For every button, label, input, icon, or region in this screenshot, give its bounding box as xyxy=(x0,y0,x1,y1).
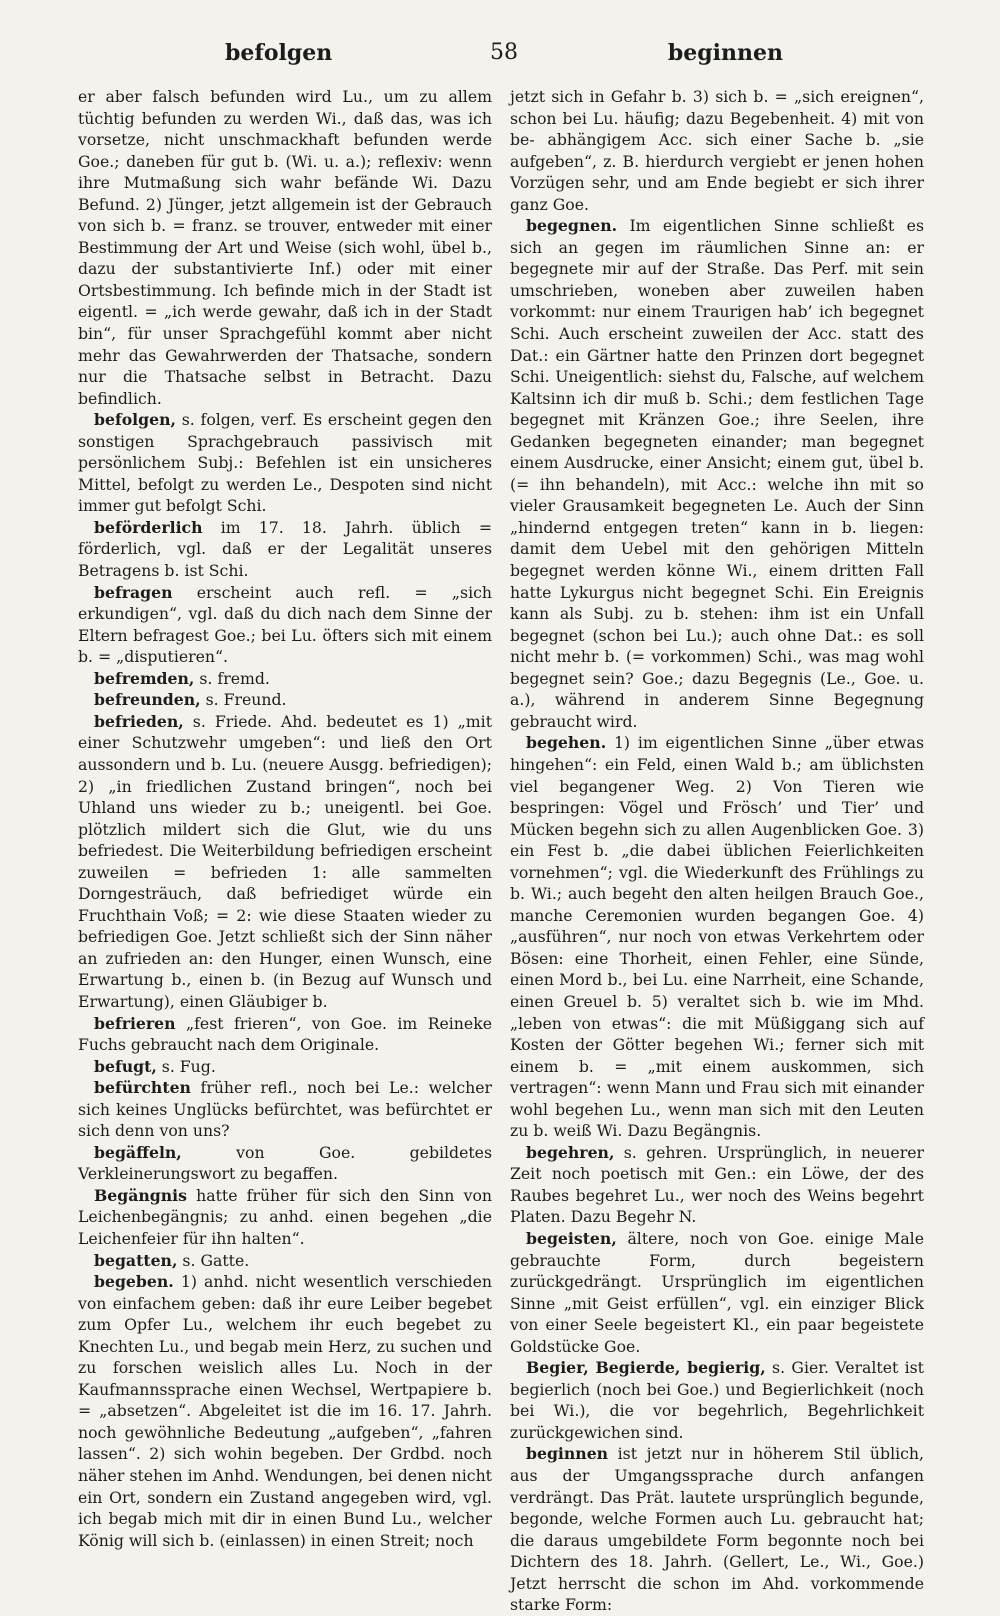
entry-text: s. gehren. Ursprünglich, in neuerer Zeit noch poetisch mit Gen.: ein Löwe, der des Raubes begehret Lu., wer noch des Weins begehrt Platen. Dazu Begehr N. xyxy=(510,1142,924,1227)
entry-text: jetzt sich in Gefahr b. 3) sich b. = „sich ereignen“, schon bei Lu. häufig; dazu Begebenheit. 4) mit von be- abhängigem Acc. sich einer Sache b. „sie aufgeben“, z. B. hierdurch vergiebt er jenen hohen Vorzügen sehr, und am Ende begiebt er sich ihrer ganz Goe. xyxy=(510,87,924,214)
entry-text: „fest frieren“, von Goe. im Reineke Fuchs gebraucht nach dem Originale. xyxy=(78,1013,492,1055)
right-column xyxy=(510,86,924,1616)
entry-headword: begehren, xyxy=(526,1142,615,1162)
dictionary-entry xyxy=(78,1185,492,1250)
entry-headword: befolgen, xyxy=(94,410,176,430)
page-number: 58 xyxy=(490,40,518,65)
entry-headword: Begängnis xyxy=(94,1185,187,1205)
entry-text: von Goe. gebildetes Verkleinerungswort zu begaffen. xyxy=(78,1142,492,1184)
entry-text: s. Fug. xyxy=(156,1056,216,1076)
dictionary-entry xyxy=(78,517,492,582)
entry-headword: befremden, xyxy=(94,668,195,688)
entry-text: ältere, noch von Goe. einige Male gebrauchte Form, durch begeistern zurückgedrängt. Ursprünglich im eigentlichen Sinne „mit Geist erfüllen“, vgl. ein einziger Blick von einer Seele begeistert Kl., ein paar begeistete Goldstücke Goe. xyxy=(510,1228,924,1356)
entry-text: 1) im eigentlichen Sinne „über etwas hingehen“: ein Feld, einen Wald b.; am üblichsten viel begangener Weg. 2) Von Tieren wie bespringen: Vögel und Frösch’ und Tier’ und Mücken begehn sich zu allen Augenblicken Goe. 3) ein Fest b. „die dabei üblichen Feierlichkeiten vornehmen“; vgl. die Wiederkunft des Frühlings zu b. Wi.; auch begeht den alten heilgen Brauch Goe., manche Ceremonien wurden begangen Goe. 4) „ausführen“, nur noch von etwas Verkehrtem oder Bösen: eine Thorheit, einen Fehler, eine Sünde, einen Mord b., bei Lu. eine Narrheit, eine Schande, einen Greuel b. 5) veraltet sich b. wie im Mhd. „leben von etwas“: die mit Müßiggang sich auf Kosten der Götter begehen Wi.; ferner sich mit einem b. = „mit einem auskommen, sich vertragen“: wenn Mann und Frau sich mit einander wohl begehen Lu., wenn man sich mit den Leuten zu b. weiß Wi. Dazu Begängnis. xyxy=(510,733,924,1141)
entry-headword: befreunden, xyxy=(94,690,201,710)
entry-headword: begäffeln, xyxy=(94,1142,182,1162)
entry-text: früher refl., noch bei Le.: welcher sich keines Unglücks befürchtet, was befürchtet er sich denn von uns? xyxy=(78,1078,492,1141)
dictionary-entry xyxy=(78,86,492,409)
dictionary-entry xyxy=(78,1013,492,1056)
entry-text: er aber falsch befunden wird Lu., um zu allem tüchtig befunden zu werden Wi., daß das, was ich vorsetze, nicht unschmackhaft befunden werde Goe.; daneben für gut b. (Wi. u. a.); reflexiv: wenn ihre Mutmaßung sich wahr befände Wi. Dazu Befund. 2) Jünger, jetzt allgemein ist der Gebrauch von sich b. = franz. se trouver, entweder mit einer Bestimmung der Art und Weise (sich wohl, übel b., dazu der substantivierte Inf.) oder mit einer Ortsbestimmung. Ich befinde mich in der Stadt ist eigentl. = „ich werde gewahr, daß ich in der Stadt bin“, für unser Sprachgefühl kommt aber nicht mehr das Gewahrwerden der Thatsache, sondern nur die Thatsache selbst in Betracht. Dazu befindlich. xyxy=(78,87,492,408)
header-right-catchword: beginnen xyxy=(667,40,783,66)
entry-headword: beförderlich xyxy=(94,517,203,537)
entry-text: 1) anhd. nicht wesentlich verschieden von einfachem geben: daß ihr eure Leiber begebet zum Opfer Lu., welchem ihr euch begebet zu Knechten Lu., und begab mein Herz, zu suchen und zu forschen weislich alles Lu. Noch in der Kaufmannssprache einen Wechsel, Wertpapiere b. = „absetzen“. Abgeleitet ist die im 16. 17. Jahrh. noch gewöhnliche Bedeutung „aufgeben“, „fahren lassen“. 2) sich wohin begeben. Der Grdbd. noch näher stehen im Anhd. Wendungen, bei denen nicht ein Ort, sondern ein Zustand angegeben wird, vgl. ich begab mich mit dir in einen Bund Lu., welcher König will sich b. (einlassen) in einen Streit; noch xyxy=(78,1272,492,1550)
dictionary-entry xyxy=(510,86,924,215)
dictionary-entry xyxy=(78,689,492,711)
entry-headword: begeisten, xyxy=(526,1228,617,1248)
entry-text: im 17. 18. Jahrh. üblich = förderlich, vgl. daß er der Legalität unseres Betragens b. ist Schi. xyxy=(78,517,492,581)
entry-text: s. Gatte. xyxy=(177,1250,250,1270)
dictionary-entry xyxy=(78,1077,492,1142)
dictionary-entry xyxy=(78,1250,492,1272)
entry-text: s. Freund. xyxy=(200,690,287,710)
dictionary-entry xyxy=(78,668,492,690)
entry-text: s. fremd. xyxy=(194,668,270,688)
entry-headword: befrieden, xyxy=(94,711,184,731)
dictionary-entry xyxy=(78,1056,492,1078)
entry-text: ist jetzt nur in höherem Stil üblich, aus der Umgangssprache durch anfangen verdrängt. Das Prät. lautete ursprünglich begunde, begonde, welche Formen auch Lu. gebraucht hat; die daraus umgebildete Form begonnte noch bei Dichtern des 18. Jahrh. (Gellert, Le., Wi., Goe.) Jetzt herrscht die schon im Ahd. vorkommende starke Form: xyxy=(510,1444,924,1615)
dictionary-entry xyxy=(510,215,924,732)
dictionary-entry xyxy=(78,1271,492,1551)
dictionary-entry xyxy=(510,1228,924,1357)
header-left-catchword: befolgen xyxy=(225,40,333,66)
entry-text: s. folgen, verf. Es erscheint gegen den sonstigen Sprachgebrauch passivisch mit persönlichem Subj.: Befehlen ist ein unsicheres Mittel, befolgt zu werden Le., Despoten sind nicht immer gut befolgt Schi. xyxy=(78,410,492,516)
entry-headword: begatten, xyxy=(94,1250,178,1270)
left-column xyxy=(78,86,492,1551)
entry-headword: befragen xyxy=(94,582,173,602)
entry-text: Im eigentlichen Sinne schließt es sich an gegen im räumlichen Sinne an: er begegnete mir auf der Straße. Das Perf. mit sein umschrieben, woneben aber zuweilen haben vorkommt: nur einem Traurigen hab’ ich begegnet Schi. Auch erscheint zuweilen der Acc. statt des Dat.: ein Gärtner hatte den Prinzen dort begegnet Schi. Uneigentlich: siehst du, Falsche, auf welchem Kaltsinn ich dir muß b. Schi.; dem festlichen Tage begegnet mit Kränzen Goe.; ihre Seelen, ihre Gedanken begegneten einander; man begegnet einem Ausdrucke, einer Ansicht; einem gut, übel b. (= ihn behandeln), mit Acc.: welche ihn mit so vieler Grausamkeit begegneten Le. Auch der Sinn „hindernd entgegen treten“ kann in b. liegen: damit dem Uebel mit den gehörigen Mitteln begegnet werden könne Wi., einem dritten Fall hatte Lykurgus nicht begegnet Schi. Ein Ereignis kann als Subj. zu b. stehen: ihm ist ein Unfall begegnet (schon bei Lu.); auch ohne Dat.: es soll nicht mehr b. (= vorkommen) Schi., was mag wohl begegnet sein? Goe.; dazu Begegnis (Le., Goe. u. a.), während in anderem Sinne Begegnung gebraucht wird. xyxy=(510,216,924,731)
entry-text: erscheint auch refl. = „sich erkundigen“, vgl. daß du dich nach dem Sinne der Eltern befragest Goe.; bei Lu. öfters sich mit einem b. = „disputieren“. xyxy=(78,582,492,667)
entry-headword: befürchten xyxy=(94,1078,191,1098)
dictionary-entry xyxy=(510,1142,924,1228)
dictionary-entry xyxy=(78,409,492,517)
entry-headword: begehen. xyxy=(526,733,607,753)
dictionary-entry xyxy=(78,582,492,668)
entry-headword: beginnen xyxy=(526,1444,609,1464)
entry-text: s. Friede. Ahd. bedeutet es 1) „mit einer Schutzwehr umgeben“: und ließ den Ort aussondern und b. Lu. (neuere Ausgg. befriedigen); 2) „in friedlichen Zustand bringen“, noch bei Uhland uns wieder zu b.; uneigentl. bei Goe. plötzlich mildert sich die Glut, wie du uns befriedest. Die Weiterbildung befriedigen erscheint zuweilen = befrieden 1: alle sammelten Dorngesträuch, daß befriediget würde ein Fruchthain Voß; = 2: wie diese Staaten wieder zu befriedigen Goe. Jetzt schließt sich der Sinn näher an zufrieden an: den Hunger, einen Wunsch, eine Erwartung b., einen b. (in Bezug auf Wunsch und Erwartung), einen Gläubiger b. xyxy=(78,711,492,1011)
entry-headword: befrieren xyxy=(94,1013,176,1033)
entry-headword: Begier, Begierde, begierig, xyxy=(526,1358,766,1378)
entry-text: hatte früher für sich den Sinn von Leichenbegängnis; zu anhd. einen begehen „die Leichenfeier für ihn halten“. xyxy=(78,1185,492,1248)
entry-text: s. Gier. Veraltet ist begierlich (noch bei Goe.) und Begierlichkeit (noch bei Wi.), die vor begehrlich, Begehrlichkeit zurückgewichen sind. xyxy=(510,1358,924,1442)
dictionary-entry xyxy=(78,1142,492,1185)
dictionary-entry xyxy=(78,711,492,1013)
dictionary-entry xyxy=(510,732,924,1141)
dictionary-entry xyxy=(510,1357,924,1443)
page-header xyxy=(80,40,928,80)
dictionary-entry xyxy=(510,1443,924,1615)
entry-headword: begeben. xyxy=(94,1272,174,1292)
entry-headword: begegnen. xyxy=(526,216,618,236)
entry-headword: befugt, xyxy=(94,1056,157,1076)
